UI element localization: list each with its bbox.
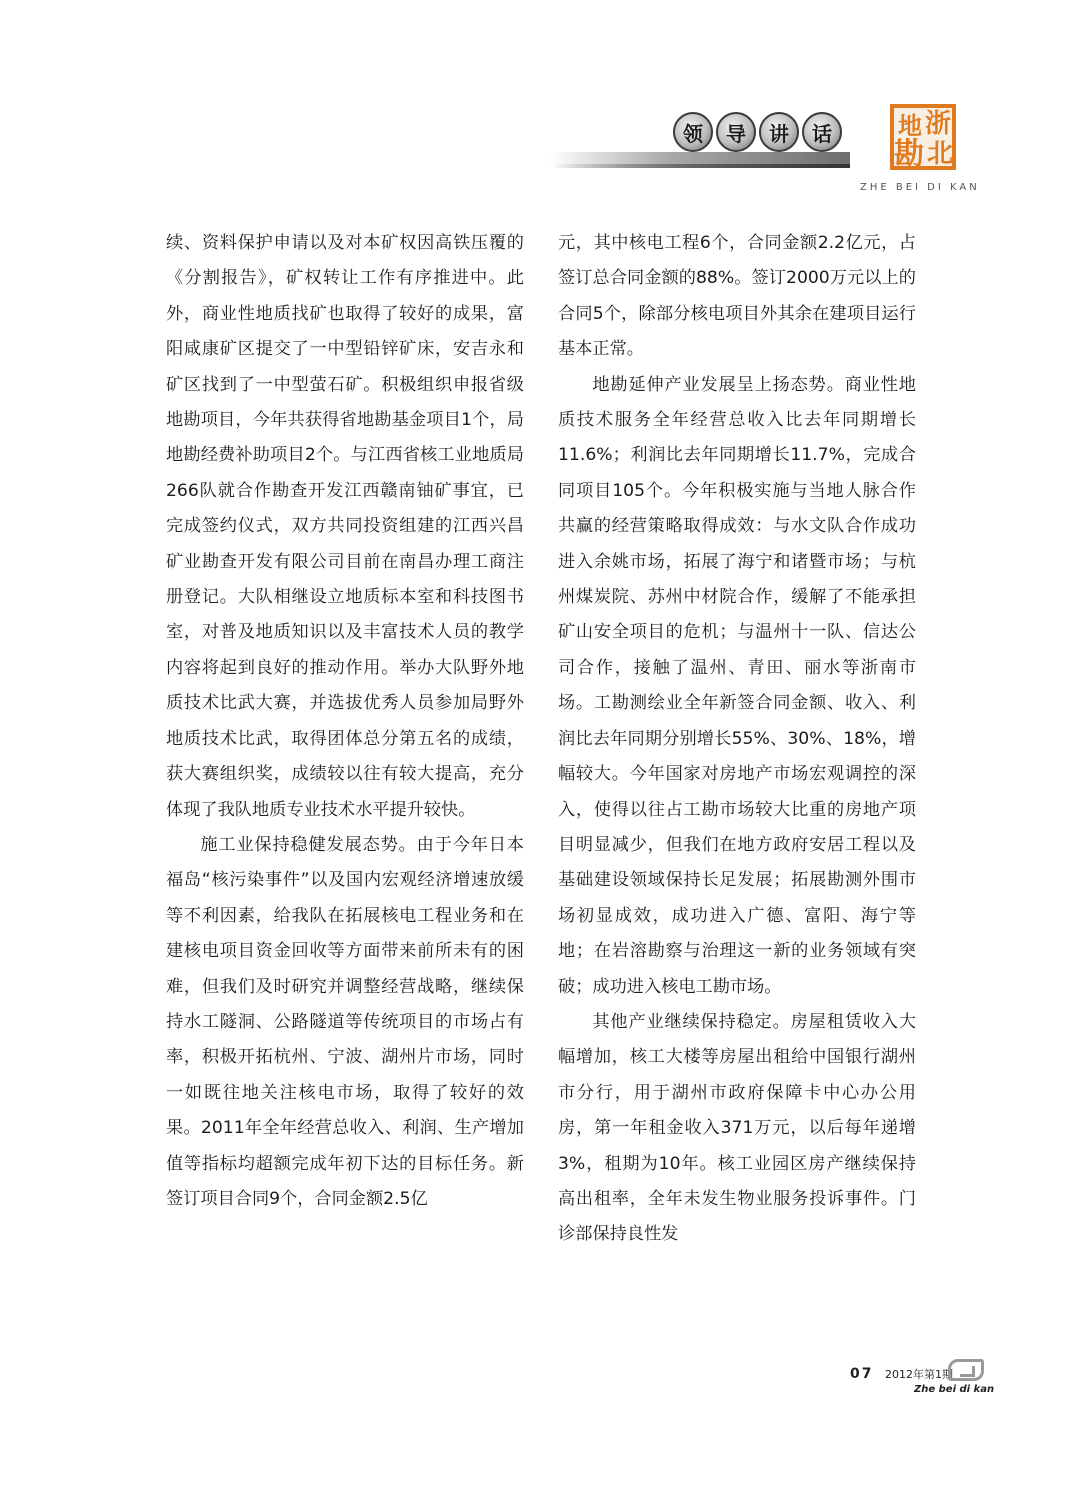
publication-mark-icon [948, 1359, 984, 1381]
section-char-2: 导 [716, 112, 756, 152]
article-column-right [558, 226, 916, 1326]
logo-subtitle: ZHE BEI DI KAN [860, 182, 980, 193]
logo-char-bei: 北 [927, 139, 954, 169]
section-char-3: 讲 [759, 112, 799, 152]
issue-label: 2012年第1期 [885, 1368, 953, 1381]
paragraph: 元，其中核电工程6个，合同金额2.2亿元，占签订总合同金额的88%。签订2000万元以上的合同5个，除部分核电项目外其余在建项目运行基本正常。 [558, 233, 916, 360]
logo-char-zhe: 浙 [925, 109, 952, 139]
page-number: 07 [850, 1366, 874, 1382]
header-decor-bar [550, 152, 850, 168]
publication-name: Zhe bei di kan [914, 1384, 995, 1395]
magazine-logo [890, 104, 956, 170]
paragraph: 续、资料保护申请以及对本矿权因高铁压覆的《分割报告》，矿权转让工作有序推进中。此外，商业性地质找矿也取得了较好的成果，富阳咸康矿区提交了一中型铅锌矿床，安吉永和矿区找到了一中型萤石矿。积极组织申报省级地勘项目，今年共获得省地勘基金项目1个，局地勘经费补助项目2个。与江西省核工业地质局266队就合作勘查开发江西赣南铀矿事宜，已完成签约仪式，双方共同投资组建的江西兴昌矿业勘查开发有限公司目前在南昌办理工商注册登记。大队相继设立地质标本室和科技图书室，对普及地质知识以及丰富技术人员的教学内容将起到良好的推动作用。举办大队野外地质技术比武大赛，并选拔优秀人员参加局野外地质技术比武，取得团体总分第五名的成绩，获大赛组织奖，成绩较以往有较大提高，充分体现了我队地质专业技术水平提升较快。 [166, 233, 524, 820]
section-char-4: 话 [802, 112, 842, 152]
logo-char-kan: 勘 [894, 137, 924, 172]
paragraph: 施工业保持稳健发展态势。由于今年日本福岛“核污染事件”以及国内宏观经济增速放缓等不利因素，给我队在拓展核电工程业务和在建核电项目资金回收等方面带来前所未有的困难，但我们及时研究并调整经营战略，继续保持水工隧洞、公路隧道等传统项目的市场占有率，积极开拓杭州、宁波、湖州片市场，同时一如既往地关注核电市场，取得了较好的效果。2011年全年经营总收入、利润、生产增加值等指标均超额完成年初下达的目标任务。新签订项目合同9个，合同金额2.5亿 [166, 834, 524, 1209]
paragraph: 其他产业继续保持稳定。房屋租赁收入大幅增加，核工大楼等房屋出租给中国银行湖州市分行，用于湖州市政府保障卡中心办公用房，第一年租金收入371万元，以后每年递增3%，租期为10年。核工业园区房产继续保持高出租率，全年未发生物业服务投诉事件。门诊部保持良性发 [558, 1011, 916, 1245]
paragraph: 地勘延伸产业发展呈上扬态势。商业性地质技术服务全年经营总收入比去年同期增长11.6%；利润比去年同期增长11.7%，完成合同项目105个。今年积极实施与当地人脉合作共赢的经营策略取得成效：与水文队合作成功进入余姚市场，拓展了海宁和诸暨市场；与杭州煤炭院、苏州中材院合作，缓解了不能承担矿山安全项目的危机；与温州十一队、信达公司合作，接触了温州、青田、丽水等浙南市场。工勘测绘业全年新签合同金额、收入、利润比去年同期分别增长55%、30%、18%，增幅较大。今年国家对房地产市场宏观调控的深入，使得以往占工勘市场较大比重的房地产项目明显减少，但我们在地方政府安居工程以及基础建设领域保持长足发展；拓展勘测外围市场初显成效，成功进入广德、富阳、海宁等地；在岩溶勘察与治理这一新的业务领域有突破；成功进入核电工勘市场。 [558, 374, 916, 997]
article-column-left [166, 226, 524, 1326]
section-char-1: 领 [673, 112, 713, 152]
section-title [673, 112, 842, 152]
logo-char-di: 地 [898, 111, 922, 140]
